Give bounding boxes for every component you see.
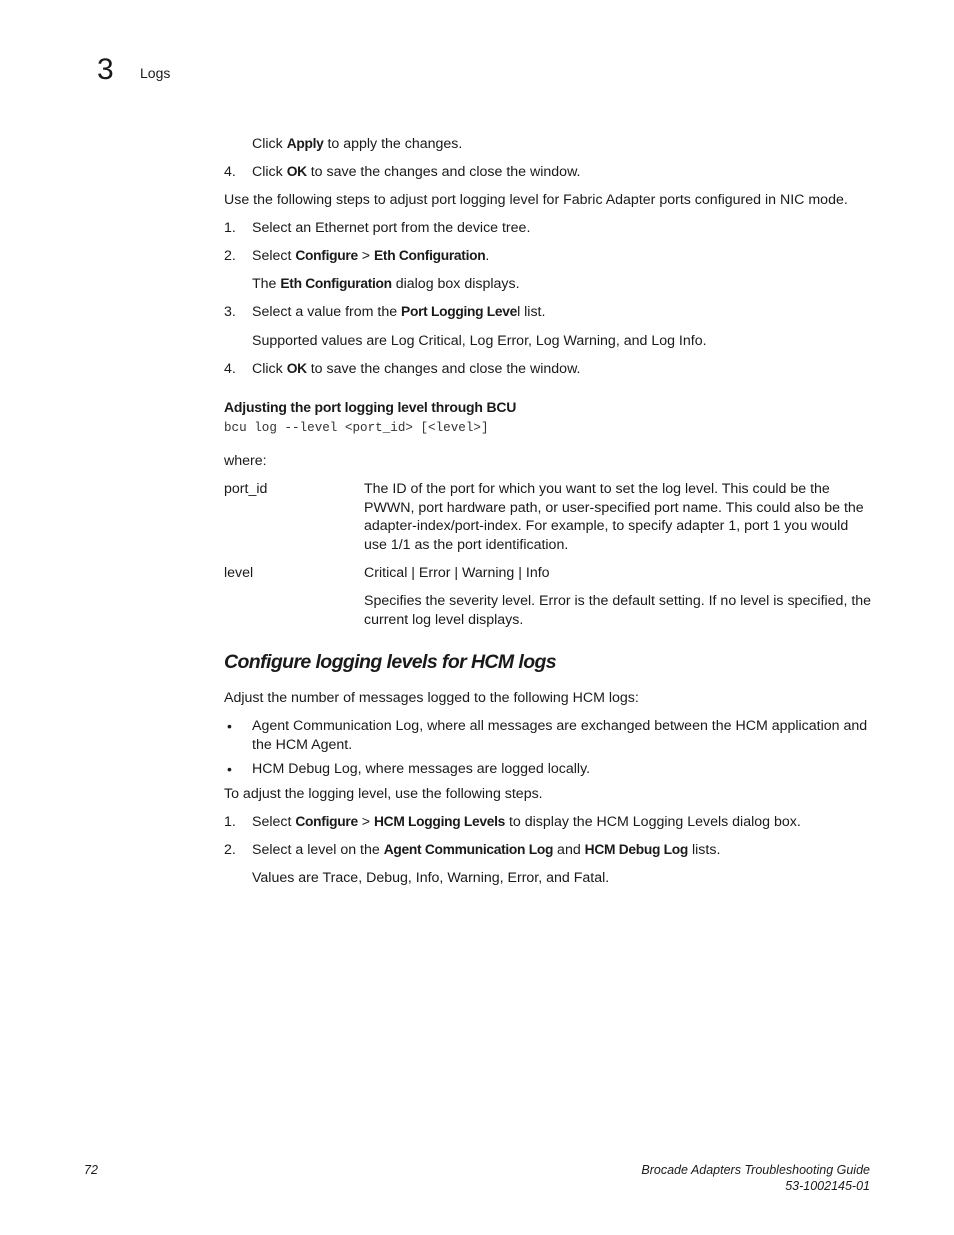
step-number: 4. xyxy=(224,164,236,180)
list-item: Agent Communication Log, where all messages are exchanged between the HCM application and the HCM Agent. xyxy=(252,718,868,753)
bullet-icon: • xyxy=(227,761,232,777)
step-number: 3. xyxy=(224,304,236,320)
page-number: 72 xyxy=(84,1163,98,1177)
step-note: The Eth Configuration dialog box displays. xyxy=(252,276,520,292)
param-term: port_id xyxy=(224,481,268,497)
bcu-heading: Adjusting the port logging level through BCU xyxy=(224,399,517,415)
where-label: where: xyxy=(224,453,267,469)
param-values: Critical | Error | Warning | Info xyxy=(364,565,550,581)
guide-title: Brocade Adapters Troubleshooting Guide xyxy=(641,1163,870,1177)
step-text: Click OK to save the changes and close the window. xyxy=(252,164,581,180)
hcm-steps-intro: To adjust the logging level, use the following steps. xyxy=(224,786,543,802)
param-term: level xyxy=(224,565,254,581)
step-text: Select a level on the Agent Communication Log and HCM Debug Log lists. xyxy=(252,842,721,858)
param-description: Specifies the severity level. Error is the default setting. If no level is specified, the current log level displays. xyxy=(364,593,872,628)
step-text: Select Configure > Eth Configuration. xyxy=(252,248,490,264)
bcu-command: bcu log --level <port_id> [<level>] xyxy=(224,421,489,435)
step-number: 4. xyxy=(224,361,236,377)
chapter-title: Logs xyxy=(140,65,171,81)
step-text: Select Configure > HCM Logging Levels to display the HCM Logging Levels dialog box. xyxy=(252,814,801,830)
step-number: 1. xyxy=(224,814,236,830)
step-number: 2. xyxy=(224,248,236,264)
doc-number: 53-1002145-01 xyxy=(785,1179,870,1193)
section-heading: Configure logging levels for HCM logs xyxy=(224,651,557,673)
list-item: HCM Debug Log, where messages are logged locally. xyxy=(252,761,591,777)
apply-note: Click Apply to apply the changes. xyxy=(252,136,463,152)
param-description: The ID of the port for which you want to set the log level. This could be the PWWN, port hardware path, or user-specified port name. This could also be the adapter-index/port-index. For example, to specify adapter 1, port 1 you would use 1/1 as the port identification. xyxy=(364,481,864,553)
bullet-icon: • xyxy=(227,718,232,734)
step-number: 2. xyxy=(224,842,236,858)
hcm-intro: Adjust the number of messages logged to the following HCM logs: xyxy=(224,690,639,706)
step-note: Values are Trace, Debug, Info, Warning, Error, and Fatal. xyxy=(252,870,610,886)
nic-intro: Use the following steps to adjust port logging level for Fabric Adapter ports configured in NIC mode. xyxy=(224,192,848,208)
step-note: Supported values are Log Critical, Log Error, Log Warning, and Log Info. xyxy=(252,333,707,349)
step-number: 1. xyxy=(224,220,236,236)
step-text: Click OK to save the changes and close the window. xyxy=(252,361,581,377)
step-text: Select an Ethernet port from the device tree. xyxy=(252,220,531,236)
step-text: Select a value from the Port Logging Level list. xyxy=(252,304,546,320)
chapter-number: 3 xyxy=(97,53,114,86)
